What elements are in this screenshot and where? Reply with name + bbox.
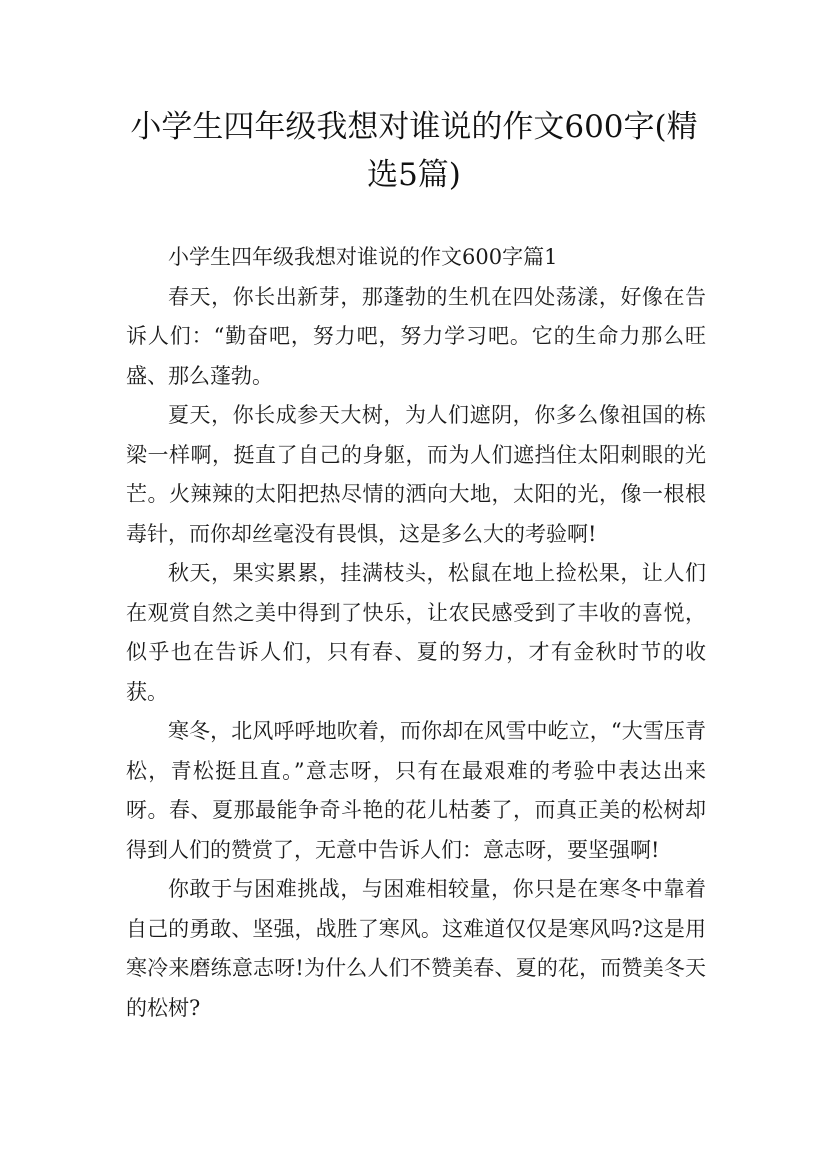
document-body (126, 238, 706, 1028)
paragraph-autumn: 秋天，果实累累，挂满枝头，松鼠在地上捡松果，让人们在观赏自然之美中得到了快乐，让农民感受到了丰收的喜悦，似乎也在告诉人们，只有春、夏的努力，才有金秋时节的收获。 (126, 561, 706, 704)
paragraph-spring: 春天，你长出新芽，那蓬勃的生机在四处荡漾，好像在告诉人们：“勤奋吧，努力吧，努力学习吧。它的生命力那么旺盛、那么蓬勃。 (126, 284, 706, 388)
section-heading: 小学生四年级我想对谁说的作文600字篇1 (168, 245, 558, 269)
document-title: 小学生四年级我想对谁说的作文600字(精选5篇) (130, 109, 698, 193)
paragraph-courage: 你敢于与困难挑战，与困难相较量，你只是在寒冬中靠着自己的勇敢、坚强，战胜了寒风。这难道仅仅是寒风吗?这是用寒冷来磨练意志呀!为什么人们不赞美春、夏的花，而赞美冬天的松树? (126, 877, 706, 1020)
paragraph-winter: 寒冬，北风呼呼地吹着，而你却在风雪中屹立，“大雪压青松，青松挺且直。”意志呀，只有在最艰难的考验中表达出来呀。春、夏那最能争奇斗艳的花儿枯萎了，而真正美的松树却得到人们的赞赏了，无意中告诉人们：意志呀，要坚强啊! (126, 719, 706, 862)
paragraph-summer: 夏天，你长成参天大树，为人们遮阴，你多么像祖国的栋梁一样啊，挺直了自己的身躯，而为人们遮挡住太阳刺眼的光芒。火辣辣的太阳把热尽情的洒向大地，太阳的光，像一根根毒针，而你却丝毫没有畏惧，这是多么大的考验啊! (126, 403, 706, 546)
